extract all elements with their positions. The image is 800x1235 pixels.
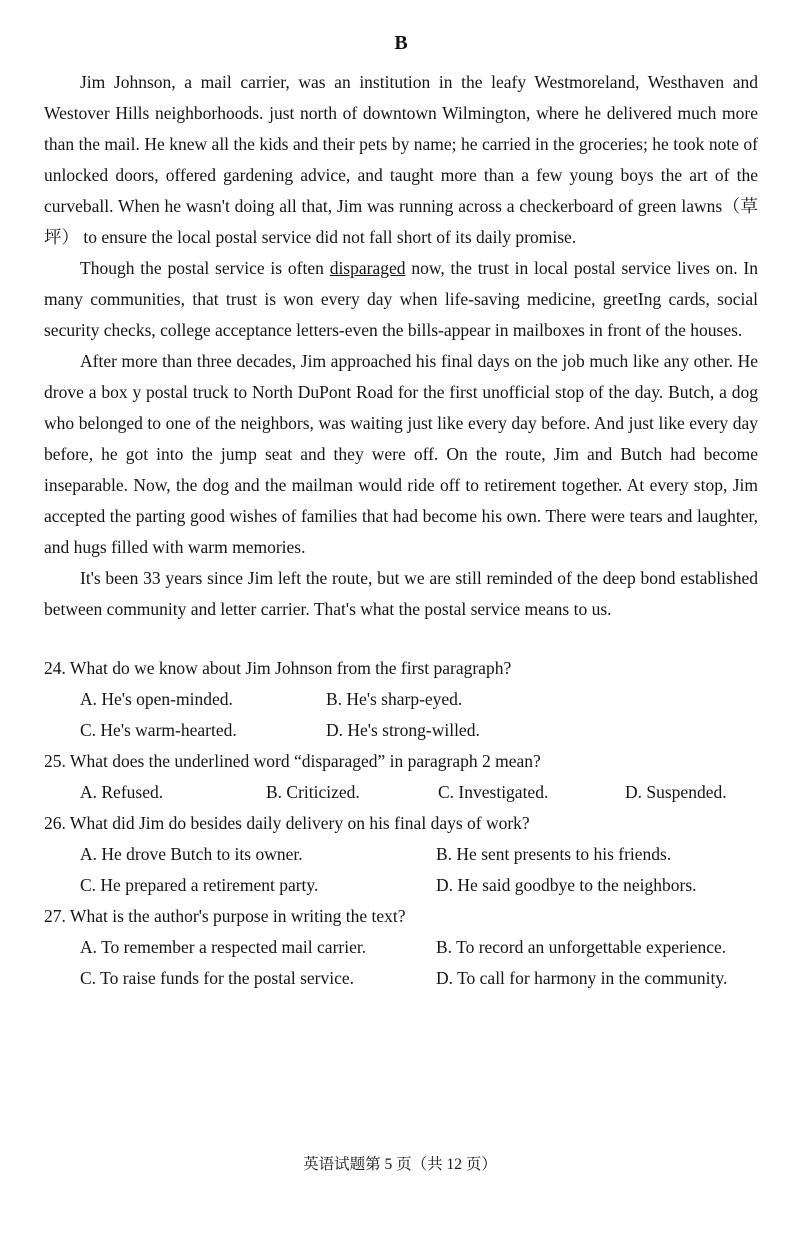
question-26	[44, 808, 758, 901]
option-27-d: D. To call for harmony in the community.	[436, 968, 728, 988]
option-25-c: C. Investigated.	[438, 782, 549, 802]
option-24-c: C. He's warm-hearted.	[80, 720, 237, 740]
option-24-a: A. He's open-minded.	[80, 689, 233, 709]
option-26-a: A. He drove Butch to its owner.	[80, 844, 303, 864]
question-24	[44, 653, 758, 746]
option-25-d: D. Suspended.	[625, 782, 727, 802]
question-25-options	[44, 777, 758, 808]
paragraph-2-text-before: Though the postal service is often	[80, 258, 330, 278]
passage-paragraph-4: It's been 33 years since Jim left the route, but we are still reminded of the deep bond established between community and letter carrier. That's what the postal service means to us.	[44, 568, 758, 619]
option-24-b: B. He's sharp-eyed.	[326, 689, 463, 709]
option-27-c: C. To raise funds for the postal service.	[80, 968, 355, 988]
passage-paragraph-3: After more than three decades, Jim approached his final days on the job much like any other. He drove a box y postal truck to North DuPont Road for the first unofficial stop of the day. Butch, a dog who belonged to one of the neighbors, was waiting just like every day before. And just like every day before, he got into the jump seat and they were off. On the route, Jim and Butch had become inseparable. Now, the dog and the mailman would ride off to retirement together. At every stop, Jim accepted the parting good wishes of families that had become his own. There were tears and laughter, and hugs filled with warm memories.	[44, 351, 758, 557]
question-27	[44, 901, 758, 994]
question-26-options	[44, 839, 758, 901]
question-24-options	[44, 684, 758, 746]
passage-paragraph-1: Jim Johnson, a mail carrier, was an institution in the leafy Westmoreland, Westhaven and Westover Hills neighborhoods. just north of downtown Wilmington, where he delivered much more than the mail. He knew all the kids and their pets by name; he carried in the groceries; he took note of unlocked doors, offered gardening advice, and taught more than a few young boys the art of the curveball. When he wasn't doing all that, Jim was running across a checkerboard of green lawns（草坪） to ensure the local postal service did not fall short of its daily promise.	[44, 72, 758, 247]
option-26-b: B. He sent presents to his friends.	[436, 844, 672, 864]
passage-paragraph-2	[44, 253, 758, 346]
question-25-stem: 25. What does the underlined word “disparaged” in paragraph 2 mean?	[44, 751, 541, 771]
option-25-a: A. Refused.	[80, 782, 164, 802]
option-27-b: B. To record an unforgettable experience.	[436, 937, 727, 957]
reading-passage	[44, 67, 758, 625]
option-row	[80, 839, 758, 870]
section-label: B	[394, 32, 408, 54]
option-26-d: D. He said goodbye to the neighbors.	[436, 875, 697, 895]
underlined-word: disparaged	[329, 258, 406, 278]
page-content	[44, 30, 758, 994]
page-footer: 英语试题第 5 页（共 12 页）	[303, 1156, 497, 1173]
option-27-a: A. To remember a respected mail carrier.	[80, 937, 367, 957]
option-row	[80, 963, 758, 994]
option-row	[80, 870, 758, 901]
option-row	[80, 715, 758, 746]
questions-section	[44, 653, 758, 994]
question-27-stem: 27. What is the author's purpose in writing the text?	[44, 906, 406, 926]
option-row	[80, 932, 758, 963]
question-27-options	[44, 932, 758, 994]
option-24-d: D. He's strong-willed.	[326, 720, 480, 740]
option-row	[80, 684, 758, 715]
question-25	[44, 746, 758, 808]
question-24-stem: 24. What do we know about Jim Johnson from the first paragraph?	[44, 658, 512, 678]
question-26-stem: 26. What did Jim do besides daily delivery on his final days of work?	[44, 813, 530, 833]
option-26-c: C. He prepared a retirement party.	[80, 875, 319, 895]
option-25-b: B. Criticized.	[266, 782, 360, 802]
option-row	[80, 777, 758, 808]
paragraph-2-text-after: now, the trust in local postal service lives on. In many communities, that trust is won every day when life-saving medicine, greetIng cards, social security checks, college acceptance letters-even the bills-appear in mailboxes in front of the houses.	[44, 258, 758, 340]
